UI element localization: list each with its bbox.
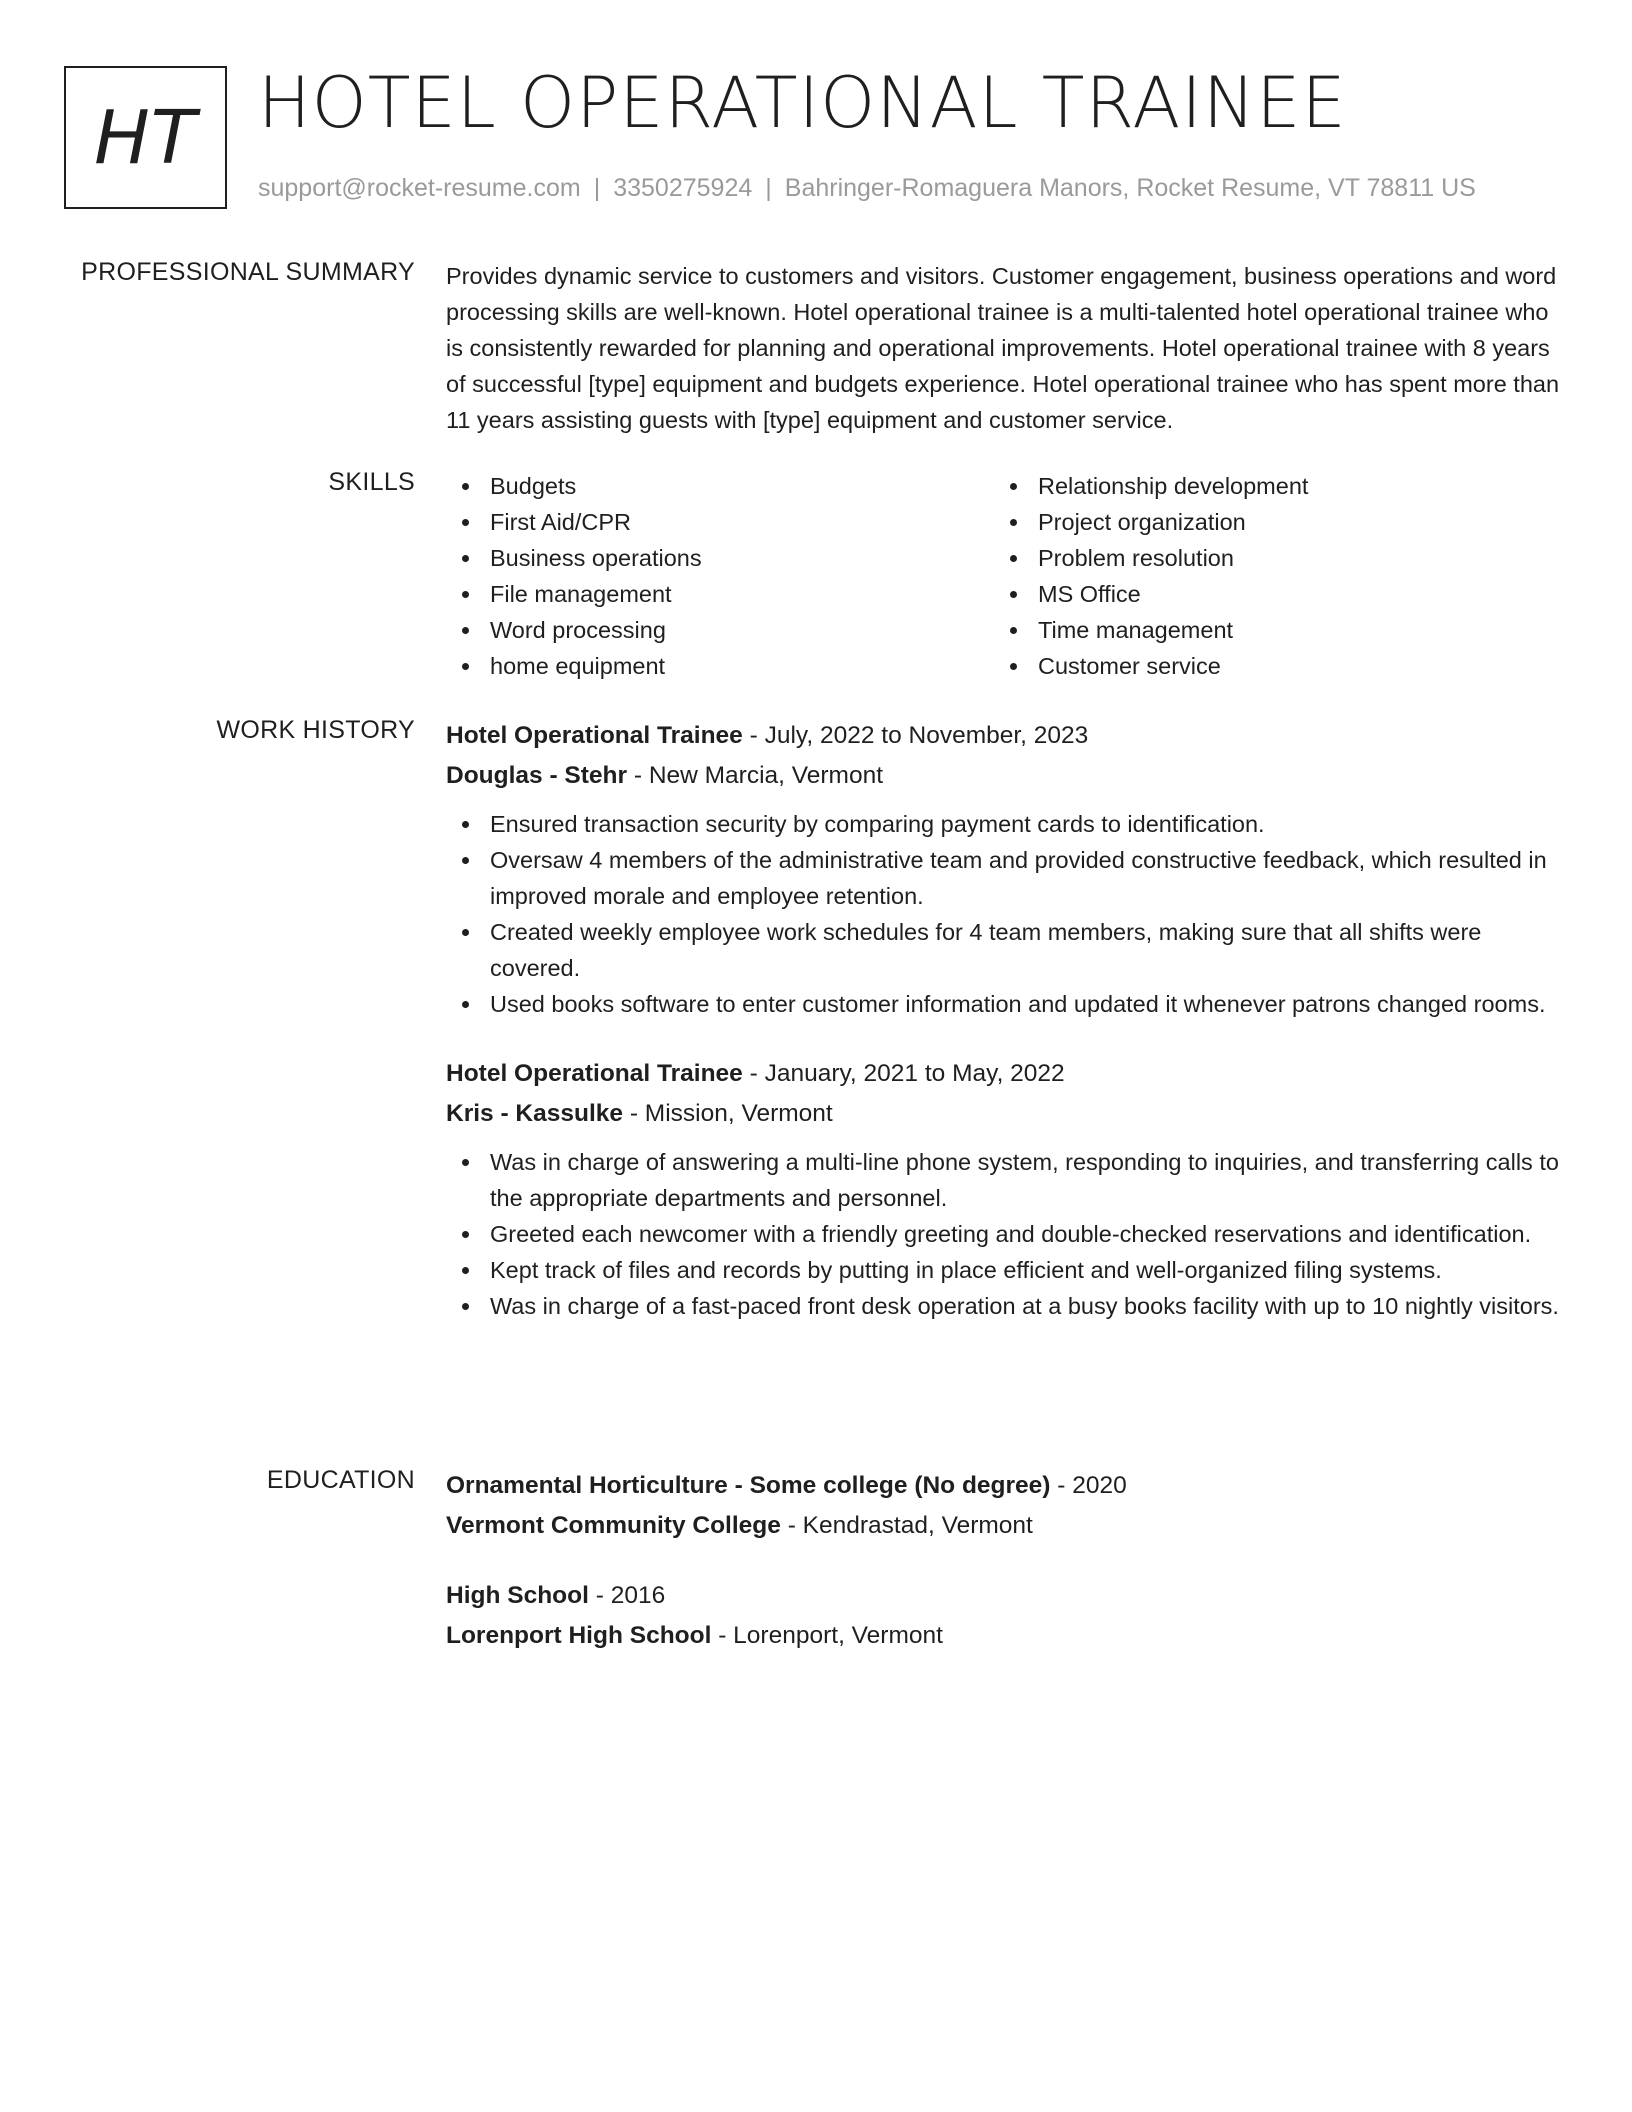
job-entry: [446, 716, 1566, 1022]
skills-column-right: [994, 468, 1542, 684]
summary-body: [446, 258, 1566, 438]
job-bullets: [446, 1144, 1566, 1324]
education-school: Lorenport High School: [446, 1622, 712, 1649]
skill-item: home equipment: [446, 648, 994, 684]
education-degree-line: [446, 1466, 1566, 1506]
education-year: - 2016: [595, 1582, 666, 1609]
job-title-line: [446, 716, 1566, 756]
resume-title: HOTEL OPERATIONAL TRAINEE: [258, 62, 1347, 144]
job-location: - Mission, Vermont: [629, 1100, 833, 1127]
job-bullet: Was in charge of answering a multi-line phone system, responding to inquiries, and transferring calls to the appropriate departments and personnel.: [446, 1144, 1566, 1216]
job-title: Hotel Operational Trainee: [446, 1060, 743, 1087]
job-dates: - January, 2021 to May, 2022: [749, 1060, 1065, 1087]
skill-item: MS Office: [994, 576, 1542, 612]
skills-body: [446, 468, 1566, 684]
job-bullet: Oversaw 4 members of the administrative team and provided constructive feedback, which resulted in improved morale and employee retention.: [446, 842, 1566, 914]
job-bullet: Kept track of files and records by putting in place efficient and well-organized filing systems.: [446, 1252, 1566, 1288]
contact-address: Bahringer-Romaguera Manors, Rocket Resume, VT 78811 US: [784, 174, 1476, 202]
job-entry: [446, 1054, 1566, 1324]
skill-item: Business operations: [446, 540, 994, 576]
education-school: Vermont Community College: [446, 1512, 781, 1539]
skill-item: Time management: [994, 612, 1542, 648]
section-label-skills: SKILLS: [328, 468, 415, 496]
education-location: - Lorenport, Vermont: [718, 1622, 943, 1649]
education-location: - Kendrastad, Vermont: [787, 1512, 1033, 1539]
skill-item: Problem resolution: [994, 540, 1542, 576]
job-bullet: Was in charge of a fast-paced front desk operation at a busy books facility with up to 10 nightly visitors.: [446, 1288, 1566, 1324]
job-bullet: Greeted each newcomer with a friendly greeting and double-checked reservations and identification.: [446, 1216, 1566, 1252]
job-bullet: Created weekly employee work schedules for 4 team members, making sure that all shifts were covered.: [446, 914, 1566, 986]
job-title-line: [446, 1054, 1566, 1094]
education-school-line: [446, 1506, 1566, 1546]
resume-header: [64, 62, 1574, 216]
education-degree: Ornamental Horticulture - Some college (No degree): [446, 1472, 1051, 1499]
education-entry: [446, 1466, 1566, 1546]
skill-item: File management: [446, 576, 994, 612]
skill-item: Word processing: [446, 612, 994, 648]
education-degree: High School: [446, 1582, 589, 1609]
section-label-summary: PROFESSIONAL SUMMARY: [81, 258, 415, 286]
section-label-education: EDUCATION: [266, 1466, 415, 1494]
skill-item: Customer service: [994, 648, 1542, 684]
contact-email: support@rocket-resume.com: [258, 174, 581, 202]
contact-separator: |: [593, 174, 601, 202]
education-school-line: [446, 1616, 1566, 1656]
monogram-box: [64, 66, 227, 209]
education-body: [446, 1466, 1566, 1656]
job-dates: - July, 2022 to November, 2023: [749, 722, 1089, 749]
skills-column-left: [446, 468, 994, 684]
job-bullets: [446, 806, 1566, 1022]
job-location: - New Marcia, Vermont: [633, 762, 884, 789]
contact-separator: |: [765, 174, 772, 202]
job-title: Hotel Operational Trainee: [446, 722, 743, 749]
skill-item: Project organization: [994, 504, 1542, 540]
monogram-initials: HT: [94, 94, 197, 181]
job-company-line: [446, 756, 1566, 796]
education-degree-line: [446, 1576, 1566, 1616]
education-entry: [446, 1576, 1566, 1656]
job-bullet: Ensured transaction security by comparing payment cards to identification.: [446, 806, 1566, 842]
skill-item: First Aid/CPR: [446, 504, 994, 540]
job-company-line: [446, 1094, 1566, 1134]
skill-item: Relationship development: [994, 468, 1542, 504]
education-year: - 2020: [1057, 1472, 1127, 1499]
job-bullet: Used books software to enter customer information and updated it whenever patrons changed rooms.: [446, 986, 1566, 1022]
contact-phone: 3350275924: [613, 174, 753, 202]
job-company: Douglas - Stehr: [446, 762, 628, 789]
job-company: Kris - Kassulke: [446, 1100, 624, 1127]
section-label-work-history: WORK HISTORY: [216, 716, 415, 744]
summary-text: Provides dynamic service to customers and visitors. Customer engagement, business operations and word processing skills are well-known. Hotel operational trainee is a multi-talented hotel operational trainee who is consistently rewarded for planning and operational improvements. Hotel operational trainee with 8 years of successful [type] equipment and budgets experience. Hotel operational trainee who has spent more than 11 years assisting guests with [type] equipment and customer service.: [446, 263, 1560, 433]
skill-item: Budgets: [446, 468, 994, 504]
work-history-body: [446, 716, 1566, 1324]
contact-line: [258, 174, 1476, 203]
